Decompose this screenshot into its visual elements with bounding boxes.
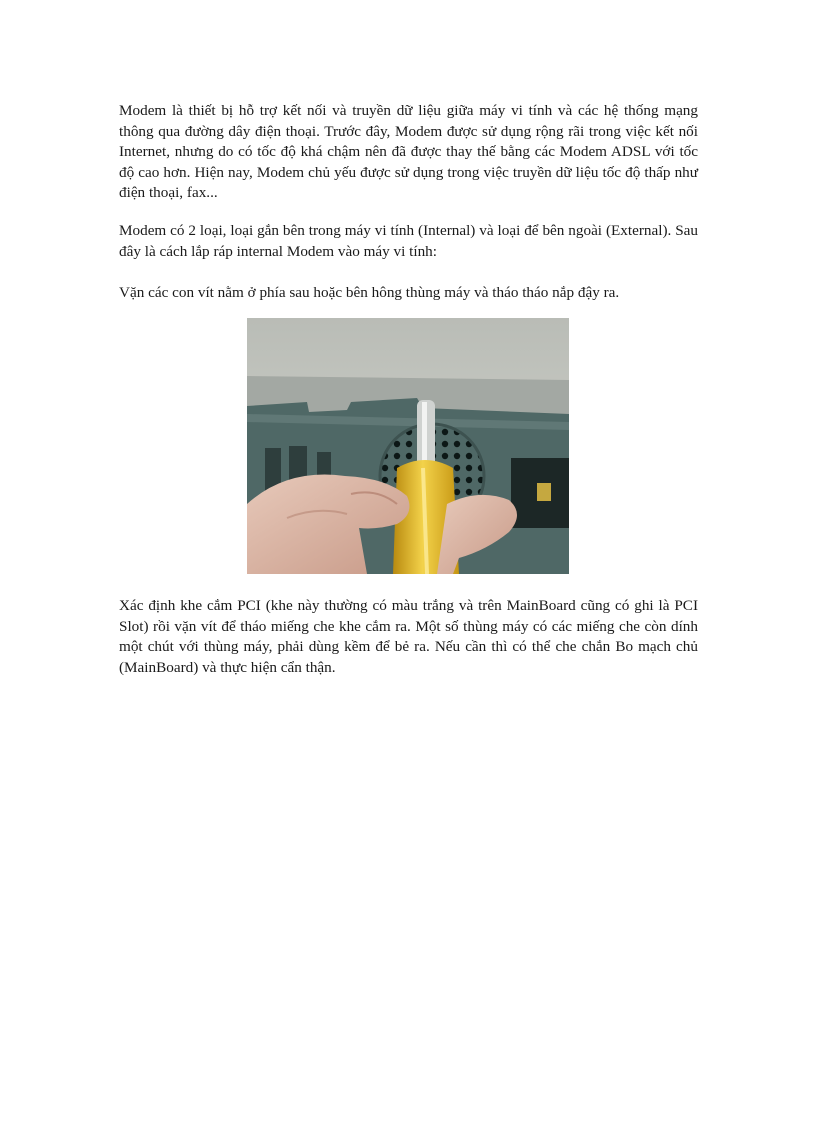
paragraph-modem-types: Modem có 2 loại, loại gắn bên trong máy vi tính (Internal) và loại để bên ngoài (External). Sau đây là cách lắp ráp internal Modem vào máy vi tính: — [119, 222, 698, 260]
screwdriver-photo — [247, 318, 569, 574]
paragraph-step-pci-slot: Xác định khe cắm PCI (khe này thường có màu trắng và trên MainBoard cũng có ghi là PCI Slot) rồi vặn vít để tháo miếng che khe cắm ra. Một số thùng máy có các miếng che còn dính một chút với thùng máy, phải dùng kềm để bẻ ra. Nếu cần thì có thể che chắn Bo mạch chủ (MainBoard) và thực hiện cẩn thận. — [119, 597, 698, 676]
paragraph-step-unscrew: Vặn các con vít nằm ở phía sau hoặc bên hông thùng máy và tháo tháo nắp đậy ra. — [119, 284, 620, 301]
paragraph-intro: Modem là thiết bị hỗ trợ kết nối và truyền dữ liệu giữa máy vi tính và các hệ thống mạng thông qua đường dây điện thoại. Trước đây, Modem được sử dụng rộng rãi trong việc kết nối Internet, nhưng do có tốc độ khá chậm nên đã được thay thế bằng các Modem ADSL với tốc độ cao hơn. Hiện nay, Modem chủ yếu được sử dụng trong việc truyền dữ liệu tốc độ thấp như điện thoại, fax... — [119, 102, 698, 201]
